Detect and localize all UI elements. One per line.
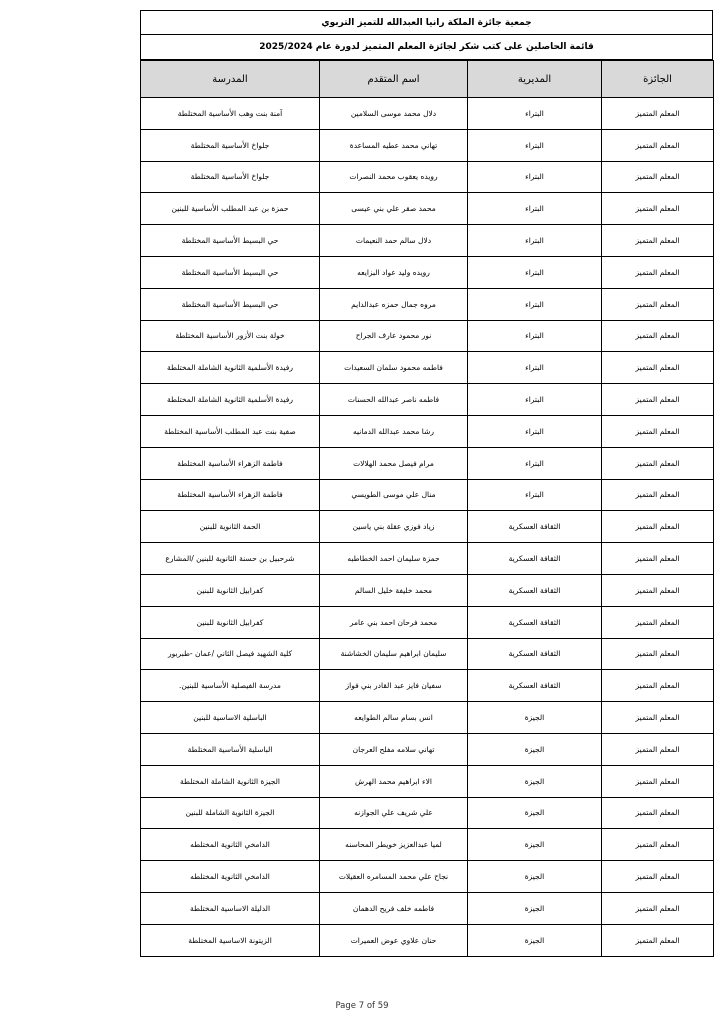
table-row	[141, 892, 714, 924]
header-award: الجائزة	[602, 61, 714, 98]
cell-school: صفية بنت عبد المطلب الأساسية المختلطة	[141, 415, 320, 447]
cell-name: انس بسام سالم الطوايعه	[320, 702, 468, 734]
cell-school: حي البسيط الأساسية المختلطة	[141, 288, 320, 320]
cell-award: المعلم المتميز	[602, 161, 714, 193]
table-row	[141, 765, 714, 797]
table-row	[141, 384, 714, 416]
cell-directorate: الجيزة	[468, 861, 602, 893]
cell-directorate: الجيزة	[468, 733, 602, 765]
cell-name: فاطمه محمود سلمان السعيدات	[320, 352, 468, 384]
cell-name: رشا محمد عبدالله الدمانيه	[320, 415, 468, 447]
cell-name: مروه جمال حمزه عبدالدايم	[320, 288, 468, 320]
table-row	[141, 447, 714, 479]
cell-directorate: الثقافة العسكرية	[468, 543, 602, 575]
cell-name: محمد صقر علي بني عيسى	[320, 193, 468, 225]
table-row	[141, 861, 714, 893]
cell-award: المعلم المتميز	[602, 511, 714, 543]
cell-name: الاء ابراهيم محمد الهرش	[320, 765, 468, 797]
cell-school: الجيزة الثانوية الشاملة المختلطة	[141, 765, 320, 797]
table-row	[141, 733, 714, 765]
cell-award: المعلم المتميز	[602, 384, 714, 416]
cell-directorate: البتراء	[468, 352, 602, 384]
cell-award: المعلم المتميز	[602, 479, 714, 511]
header-directorate: المديرية	[468, 61, 602, 98]
cell-award: المعلم المتميز	[602, 861, 714, 893]
cell-directorate: البتراء	[468, 193, 602, 225]
cell-name: محمد خليفة خليل السالم	[320, 574, 468, 606]
cell-directorate: الجيزة	[468, 765, 602, 797]
cell-name: فاطمه ناصر عبدالله الحسنات	[320, 384, 468, 416]
cell-school: الباسلية الأساسية المختلطة	[141, 733, 320, 765]
cell-directorate: الثقافة العسكرية	[468, 574, 602, 606]
cell-school: الدامخي الثانوية المختلطه	[141, 829, 320, 861]
cell-directorate: الثقافة العسكرية	[468, 670, 602, 702]
cell-award: المعلم المتميز	[602, 129, 714, 161]
document-sheet	[140, 10, 713, 957]
cell-award: المعلم المتميز	[602, 447, 714, 479]
cell-directorate: البتراء	[468, 161, 602, 193]
cell-school: كفرابيل الثانوية للبنين	[141, 606, 320, 638]
cell-school: حي البسيط الأساسية المختلطة	[141, 225, 320, 257]
table-row	[141, 829, 714, 861]
cell-name: نجاح علي محمد المسامره العقيلات	[320, 861, 468, 893]
cell-name: علي شريف علي الجوازنه	[320, 797, 468, 829]
cell-directorate: البتراء	[468, 447, 602, 479]
cell-school: حمزة بن عبد المطلب الأساسية للبنين	[141, 193, 320, 225]
cell-school: الدليلة الاساسية المختلطة	[141, 892, 320, 924]
cell-directorate: البتراء	[468, 225, 602, 257]
cell-school: مدرسة الفيصلية الأساسية للبنين.	[141, 670, 320, 702]
table-row	[141, 129, 714, 161]
cell-directorate: الجيزة	[468, 797, 602, 829]
cell-award: المعلم المتميز	[602, 765, 714, 797]
cell-school: خولة بنت الأزور الأساسية المختلطة	[141, 320, 320, 352]
cell-school: آمنة بنت وهب الأساسية المختلطة	[141, 98, 320, 130]
cell-name: زياد فوزي عقلة بني ياسين	[320, 511, 468, 543]
table-row	[141, 161, 714, 193]
cell-name: سليمان ابراهيم سليمان الخشاشنة	[320, 638, 468, 670]
document-title: جمعية جائزة الملكة رانيا العبدالله للتميز التربوي	[140, 10, 713, 35]
table-row	[141, 924, 714, 956]
cell-school: جلواخ الأساسية المختلطة	[141, 161, 320, 193]
cell-award: المعلم المتميز	[602, 352, 714, 384]
cell-directorate: البتراء	[468, 98, 602, 130]
cell-school: كلية الشهيد فيصل الثاني /عمان -طبربور	[141, 638, 320, 670]
cell-award: المعلم المتميز	[602, 892, 714, 924]
cell-directorate: الثقافة العسكرية	[468, 511, 602, 543]
header-school: المدرسة	[141, 61, 320, 98]
cell-school: حي البسيط الأساسية المختلطة	[141, 256, 320, 288]
cell-directorate: الجيزة	[468, 924, 602, 956]
cell-award: المعلم المتميز	[602, 288, 714, 320]
cell-school: الزيتونة الاساسية المختلطة	[141, 924, 320, 956]
table-row	[141, 225, 714, 257]
cell-name: تهاني سلامه مفلح العرجان	[320, 733, 468, 765]
table-row	[141, 193, 714, 225]
cell-school: الدامخي الثانوية المختلطه	[141, 861, 320, 893]
cell-directorate: البتراء	[468, 384, 602, 416]
cell-name: سفيان فايز عبد القادر بني فواز	[320, 670, 468, 702]
cell-name: دلال محمد موسى السلامين	[320, 98, 468, 130]
cell-name: نور محمود عارف الجراح	[320, 320, 468, 352]
table-row	[141, 702, 714, 734]
table-header-row	[141, 61, 714, 98]
cell-name: حمزة سليمان احمد الخطاطبه	[320, 543, 468, 575]
cell-award: المعلم المتميز	[602, 924, 714, 956]
cell-name: مرام فيصل محمد الهلالات	[320, 447, 468, 479]
table-row	[141, 98, 714, 130]
cell-name: فاطمه خلف فريح الدهمان	[320, 892, 468, 924]
table-row	[141, 638, 714, 670]
cell-award: المعلم المتميز	[602, 638, 714, 670]
cell-name: تهاني محمد عطيه المساعدة	[320, 129, 468, 161]
cell-directorate: البتراء	[468, 256, 602, 288]
cell-award: المعلم المتميز	[602, 797, 714, 829]
cell-school: فاطمة الزهراء الأساسية المختلطة	[141, 447, 320, 479]
cell-award: المعلم المتميز	[602, 193, 714, 225]
cell-school: الحمة الثانوية للبنين	[141, 511, 320, 543]
cell-directorate: الجيزة	[468, 892, 602, 924]
cell-name: لميا عبدالعزيز خويطر المحاسنه	[320, 829, 468, 861]
table-row	[141, 797, 714, 829]
cell-directorate: البتراء	[468, 415, 602, 447]
cell-directorate: البتراء	[468, 129, 602, 161]
table-row	[141, 320, 714, 352]
cell-award: المعلم المتميز	[602, 256, 714, 288]
cell-award: المعلم المتميز	[602, 415, 714, 447]
cell-directorate: الجيزة	[468, 702, 602, 734]
table-row	[141, 543, 714, 575]
cell-school: رفيدة الأسلمية الثانوية الشاملة المختلطة	[141, 384, 320, 416]
cell-directorate: الثقافة العسكرية	[468, 638, 602, 670]
cell-directorate: البتراء	[468, 288, 602, 320]
cell-directorate: الجيزة	[468, 829, 602, 861]
cell-directorate: البتراء	[468, 320, 602, 352]
cell-award: المعلم المتميز	[602, 320, 714, 352]
table-row	[141, 352, 714, 384]
header-name: اسم المتقدم	[320, 61, 468, 98]
table-row	[141, 606, 714, 638]
table-row	[141, 670, 714, 702]
cell-award: المعلم المتميز	[602, 574, 714, 606]
cell-name: منال علي موسى الطويسي	[320, 479, 468, 511]
cell-school: كفرابيل الثانوية للبنين	[141, 574, 320, 606]
cell-name: محمد فرحان احمد بني عامر	[320, 606, 468, 638]
cell-award: المعلم المتميز	[602, 98, 714, 130]
cell-directorate: الثقافة العسكرية	[468, 606, 602, 638]
table-row	[141, 288, 714, 320]
cell-award: المعلم المتميز	[602, 543, 714, 575]
cell-award: المعلم المتميز	[602, 733, 714, 765]
awardees-table	[140, 60, 714, 957]
cell-school: جلواخ الأساسية المختلطة	[141, 129, 320, 161]
cell-school: فاطمة الزهراء الأساسية المختلطة	[141, 479, 320, 511]
table-row	[141, 511, 714, 543]
cell-award: المعلم المتميز	[602, 829, 714, 861]
cell-name: رويده يعقوب محمد النصرات	[320, 161, 468, 193]
cell-award: المعلم المتميز	[602, 225, 714, 257]
table-row	[141, 479, 714, 511]
cell-school: شرحبيل بن حسنة الثانوية للبنين /المشارع	[141, 543, 320, 575]
cell-school: الباسلية الاساسية للبنين	[141, 702, 320, 734]
cell-name: رويده وليد عواد البزايعه	[320, 256, 468, 288]
cell-school: رفيدة الأسلمية الثانوية الشاملة المختلطة	[141, 352, 320, 384]
table-row	[141, 256, 714, 288]
cell-award: المعلم المتميز	[602, 702, 714, 734]
cell-award: المعلم المتميز	[602, 606, 714, 638]
page-footer: Page 7 of 59	[335, 1001, 389, 1011]
document-subtitle: قائمة الحاصلين على كتب شكر لجائزة المعلم المتميز لدورة عام 2025/2024	[140, 35, 713, 60]
table-row	[141, 415, 714, 447]
cell-school: الجيزة الثانوية الشاملة للبنين	[141, 797, 320, 829]
cell-award: المعلم المتميز	[602, 670, 714, 702]
cell-name: حنان علاوي عوض العميرات	[320, 924, 468, 956]
cell-name: دلال سالم حمد النعيمات	[320, 225, 468, 257]
cell-directorate: البتراء	[468, 479, 602, 511]
table-row	[141, 574, 714, 606]
